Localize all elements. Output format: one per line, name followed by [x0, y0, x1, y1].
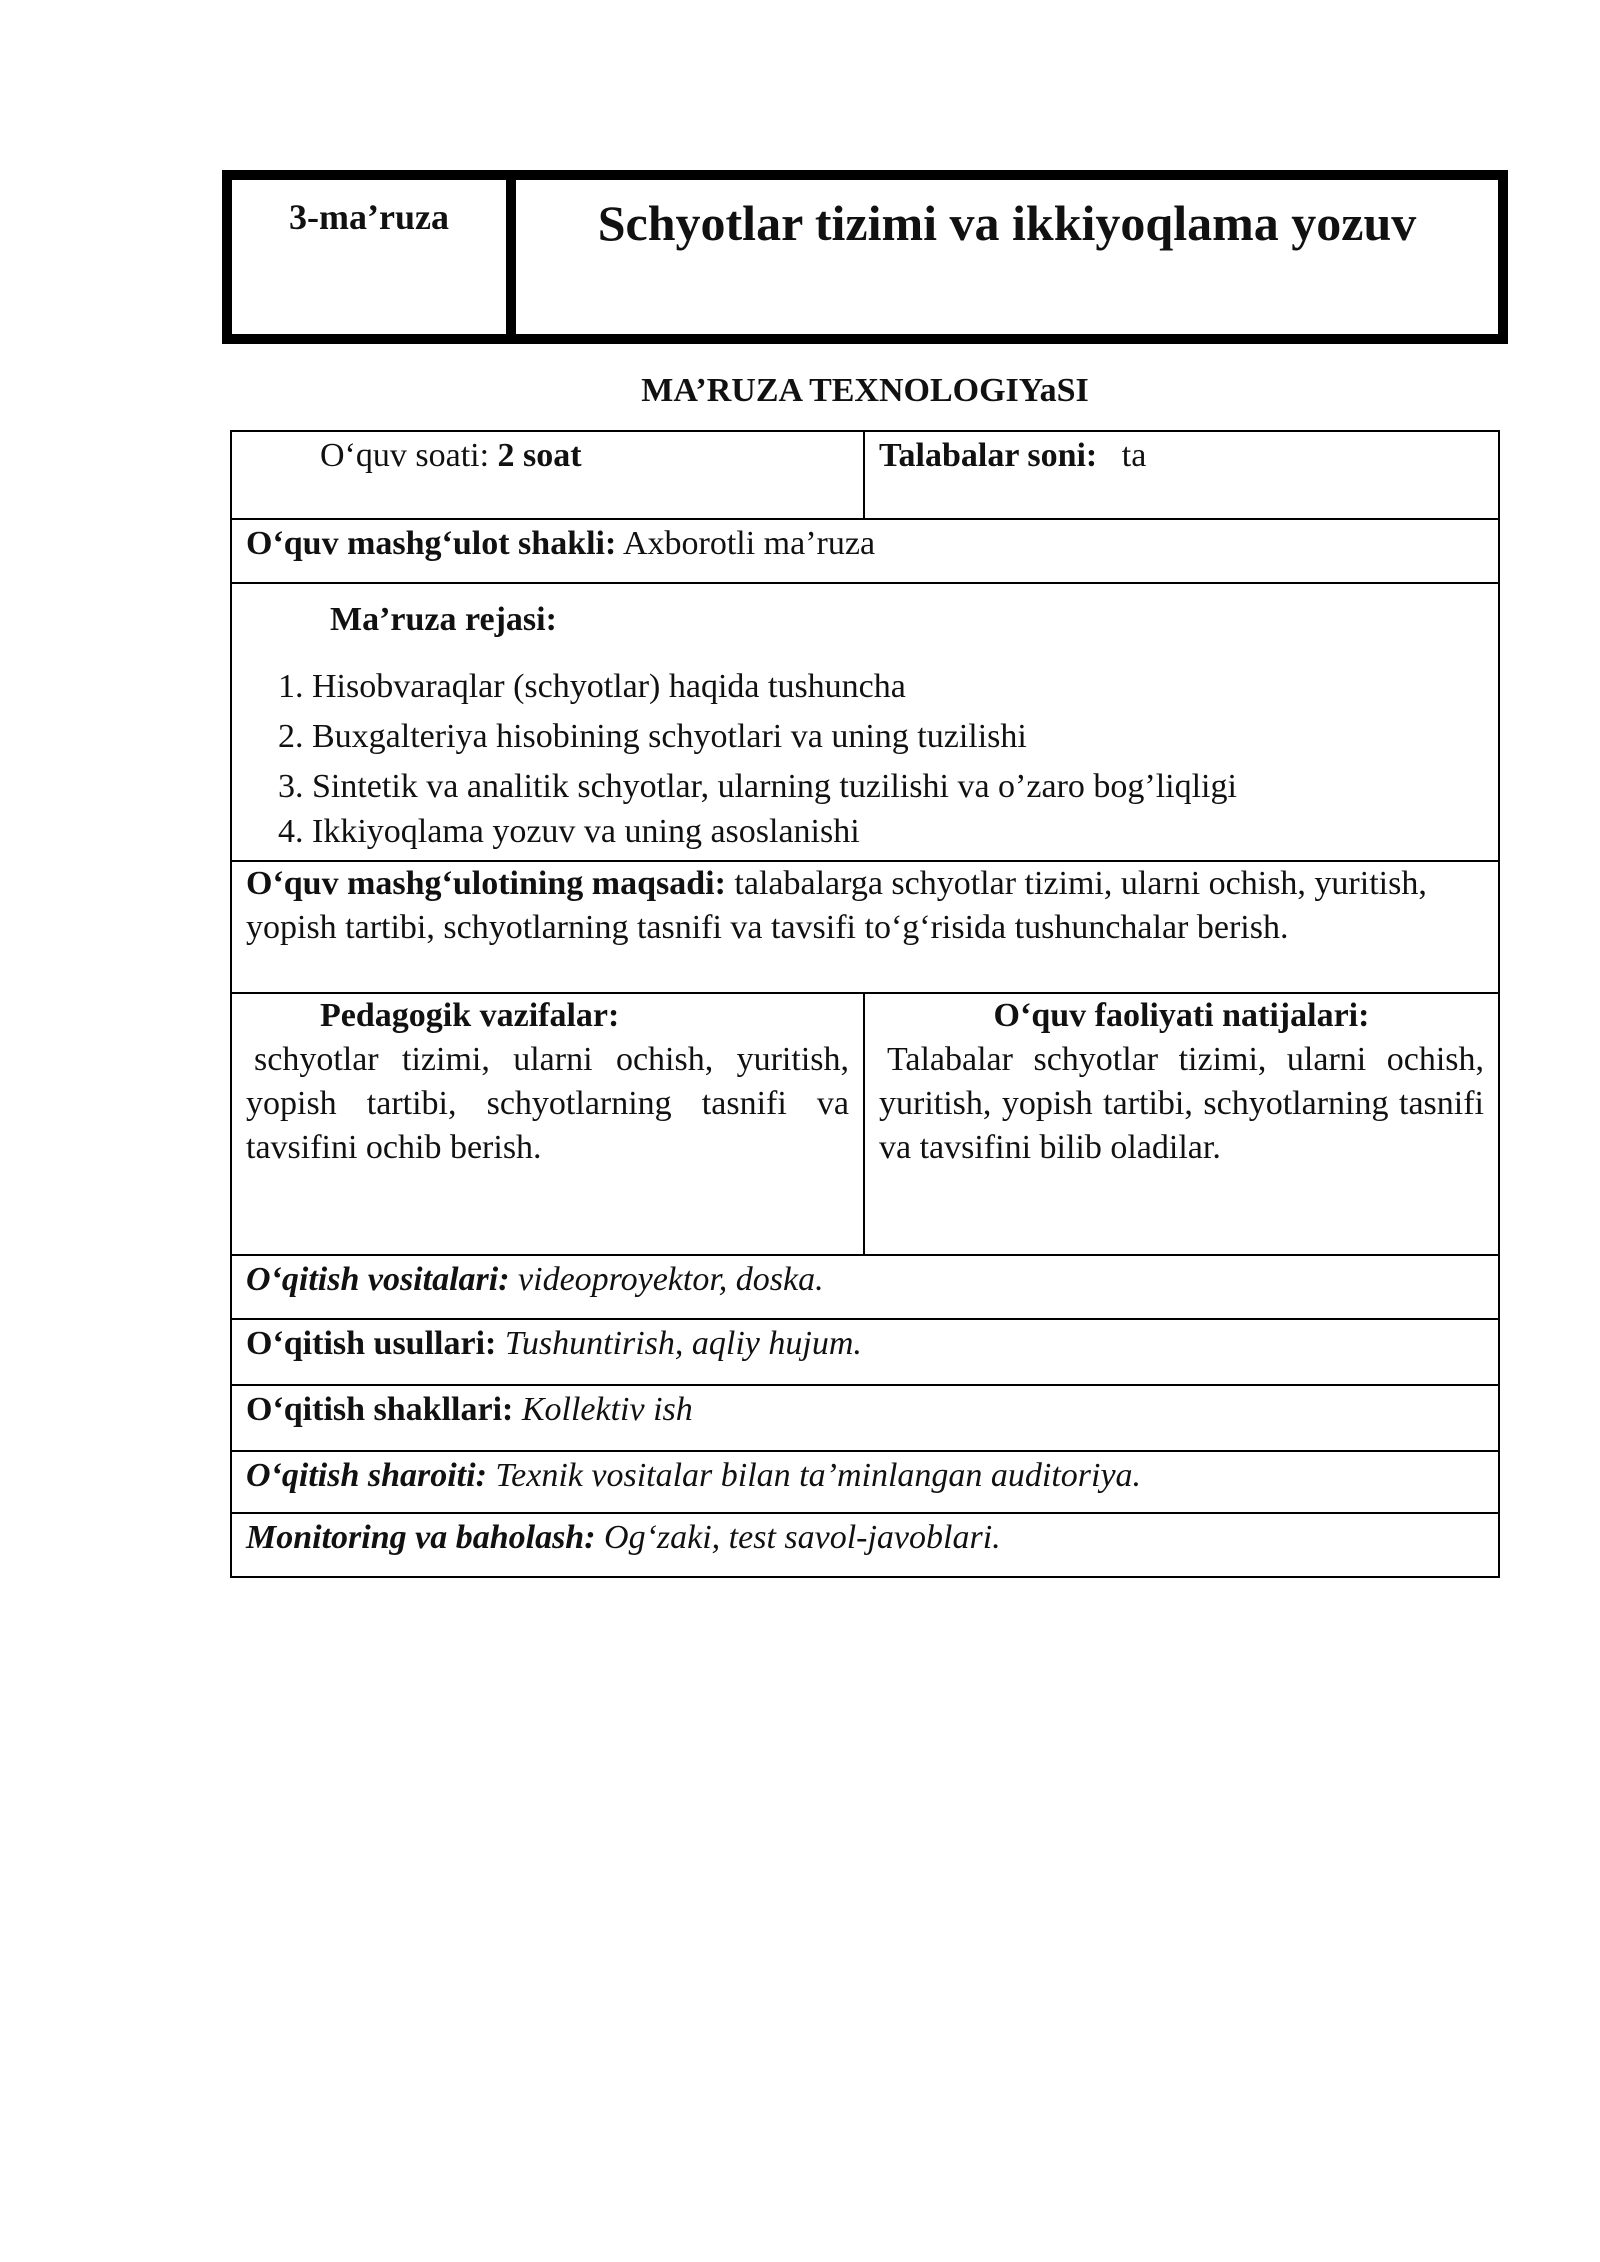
- monitoring-label: Monitoring va baholash:: [246, 1519, 596, 1556]
- methods-label: O‘qitish usullari:: [246, 1325, 497, 1362]
- tools-value: videoproyektor, doska.: [518, 1261, 824, 1298]
- plan-item: 1. Hisobvaraqlar (schyotlar) haqida tushuncha: [312, 662, 1498, 712]
- plan-label: Ma’ruza rejasi:: [330, 601, 557, 638]
- forms-label: O‘qitish shakllari:: [246, 1391, 514, 1428]
- tasks-value: schyotlar tizimi, ularni ochish, yuritish, yopish tartibi, schyotlarning tasnifi va tavsifini ochib berish.: [246, 1041, 849, 1166]
- hours-students-row: [232, 432, 1498, 518]
- section-subtitle: MA’RUZA TEXNOLOGIYaSI: [641, 372, 1089, 409]
- lecture-title: Schyotlar tizimi va ikkiyoqlama yozuv: [597, 195, 1417, 251]
- tasks-label: Pedagogik vazifalar:: [320, 997, 620, 1034]
- plan-item: 4. Ikkiyoqlama yozuv va uning asoslanishi: [312, 812, 1498, 852]
- students-cell: [865, 432, 1498, 518]
- results-cell: [865, 994, 1498, 1254]
- form-row: [232, 518, 1498, 582]
- students-value: ta: [1121, 437, 1147, 474]
- monitoring-value: Og‘zaki, test savol-javoblari.: [604, 1519, 1001, 1556]
- conditions-row: [232, 1450, 1498, 1512]
- goal-value: talabalarga schyotlar tizimi, ularni ochish, yuritish, yopish tartibi, schyotlarning tasnifi va tavsifi to‘g‘risida tushunchalar berish.: [246, 865, 1427, 946]
- tasks-cell: [232, 994, 865, 1254]
- hours-value: 2 soat: [497, 437, 582, 474]
- monitoring-row: [232, 1512, 1498, 1576]
- goal-label: O‘quv mashg‘ulotining maqsadi:: [246, 865, 726, 902]
- lecture-number: 3-ma’ruza: [232, 180, 516, 334]
- results-label: O‘quv faoliyati natijalari:: [993, 997, 1370, 1034]
- conditions-value: Texnik vositalar bilan ta’minlangan auditoriya.: [495, 1457, 1142, 1494]
- lecture-technology-table: [230, 430, 1500, 1578]
- methods-value: Tushuntirish, aqliy hujum.: [504, 1325, 862, 1362]
- form-label: O‘quv mashg‘ulot shakli:: [246, 525, 617, 562]
- lecture-header: [222, 170, 1508, 344]
- plan-list: [232, 662, 1498, 852]
- form-value: Axborotli ma’ruza: [622, 525, 876, 562]
- tasks-results-row: [232, 992, 1498, 1254]
- results-value: Talabalar schyotlar tizimi, ularni ochish, yuritish, yopish tartibi, schyotlarning tasnifi va tavsifini bilib oladilar.: [879, 1041, 1484, 1166]
- goal-row: [232, 860, 1498, 992]
- plan-item: 2. Buxgalteriya hisobining schyotlari va uning tuzilishi: [312, 712, 1498, 762]
- hours-label: O‘quv soati:: [320, 437, 490, 474]
- methods-row: [232, 1318, 1498, 1384]
- forms-value: Kollektiv ish: [521, 1391, 693, 1428]
- plan-row: [232, 582, 1498, 860]
- forms-row: [232, 1384, 1498, 1450]
- conditions-label: O‘qitish sharoiti:: [246, 1457, 487, 1494]
- tools-row: [232, 1254, 1498, 1318]
- students-label: Talabalar soni:: [879, 437, 1098, 474]
- plan-item: 3. Sintetik va analitik schyotlar, ularning tuzilishi va o’zaro bog’liqligi: [312, 762, 1498, 812]
- tools-label: O‘qitish vositalari:: [246, 1261, 510, 1298]
- hours-cell: [232, 432, 865, 518]
